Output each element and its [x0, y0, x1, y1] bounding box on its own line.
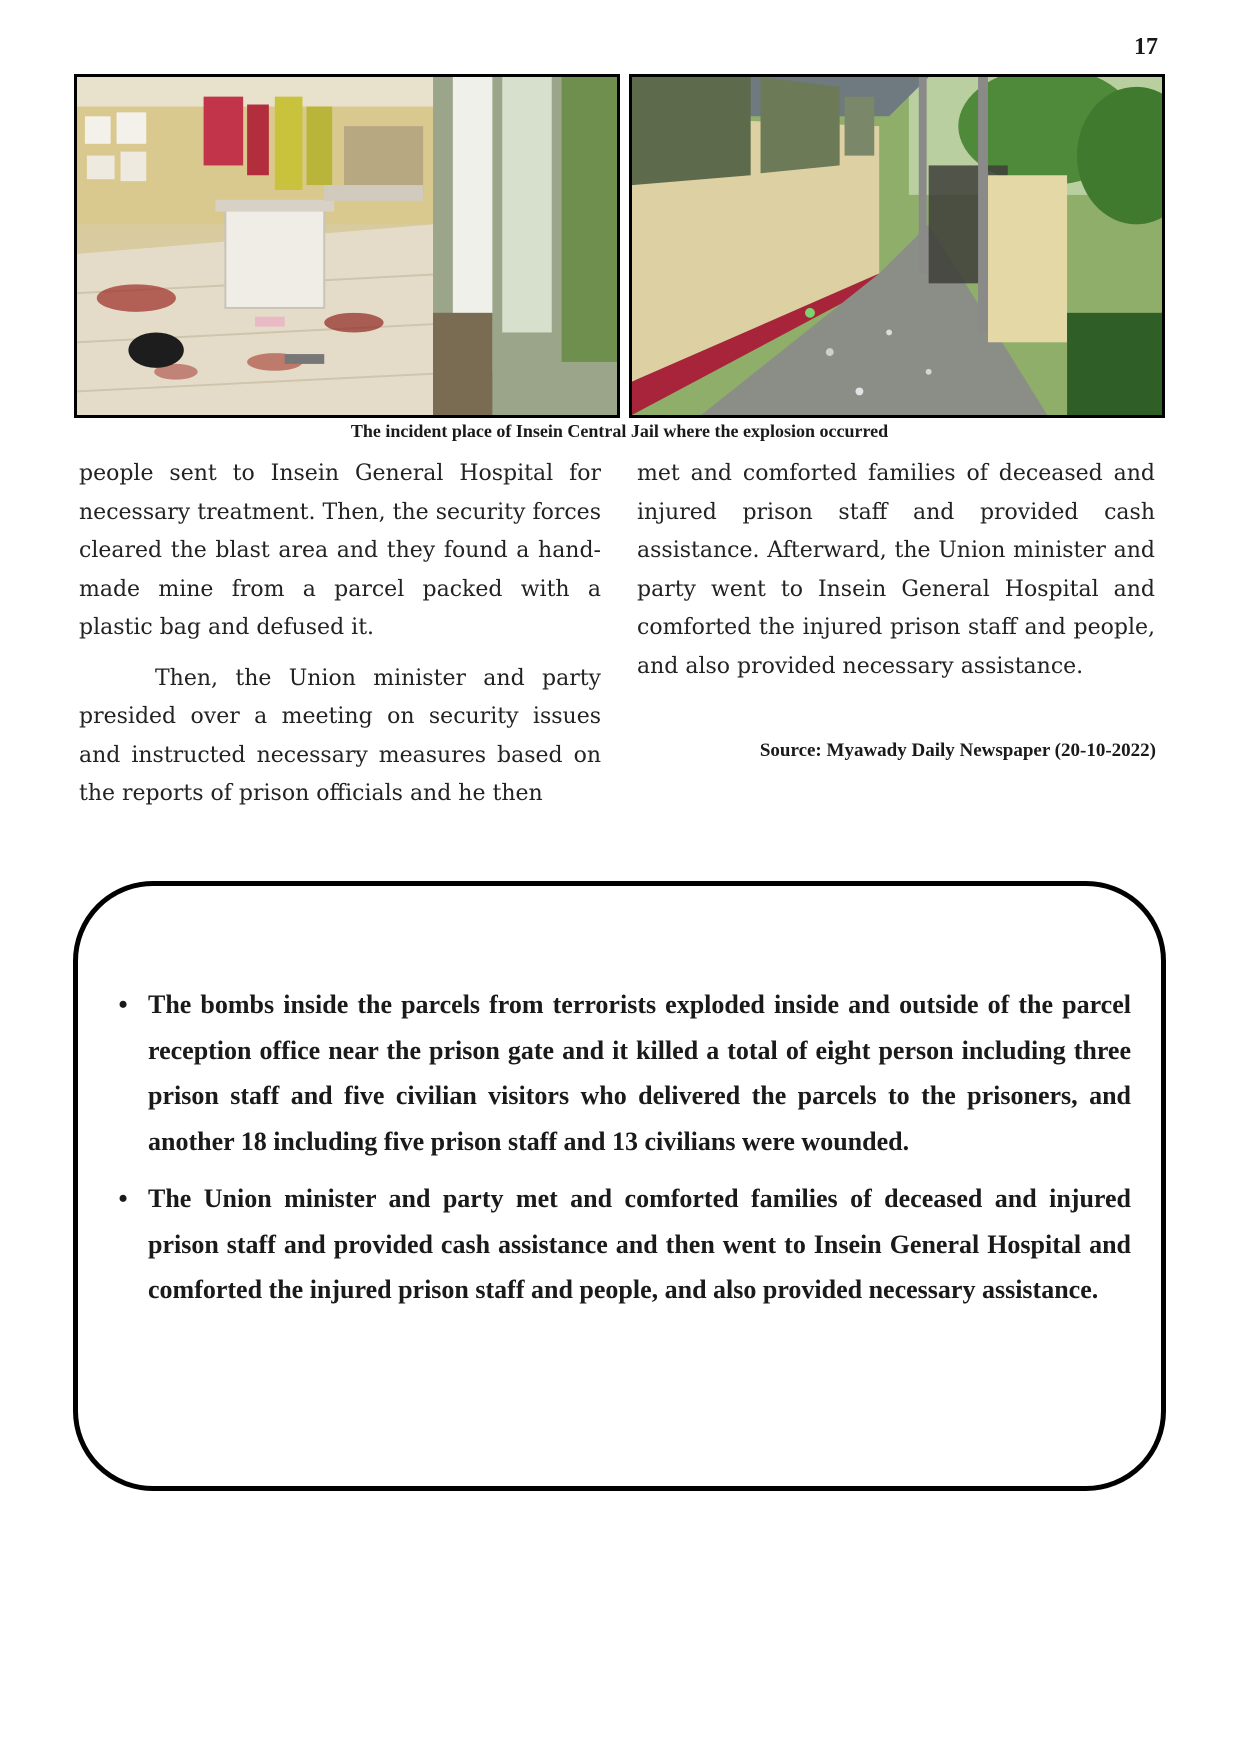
summary-bullet-list: [108, 982, 1131, 1325]
summary-bullet-text: The bombs inside the parcels from terrorists exploded inside and outside of the parcel reception office near the prison gate and it killed a total of eight person including three prison staff and five civilian visitors who delivered the parcels to the prisoners, and another 18 including five prison staff and 13 civilians were wounded.: [148, 990, 1131, 1156]
figure-caption: The incident place of Insein Central Jail where the explosion occurred: [350, 421, 889, 441]
article-column-left: [79, 455, 601, 814]
source-citation: Source: Myawady Daily Newspaper (20-10-2022): [759, 740, 1156, 761]
article-paragraph: people sent to Insein General Hospital for necessary treatment. Then, the security forces cleared the blast area and they found a hand-made mine from a parcel packed with a plastic bag and defused it.: [79, 461, 601, 640]
reception-office-interior-photo: [74, 74, 620, 418]
bullet-icon: •: [118, 1184, 128, 1213]
page-number: 17: [1134, 34, 1158, 60]
article-column-right: [637, 455, 1155, 686]
summary-box: [73, 881, 1166, 1491]
bullet-icon: •: [118, 990, 128, 1019]
summary-bullet-text: The Union minister and party met and comforted families of deceased and injured prison staff and provided cash assistance and then went to Insein General Hospital and comforted the injured prison staff and people, and also provided necessary assistance.: [148, 1184, 1131, 1304]
prison-corridor-photo: [629, 74, 1165, 418]
summary-bullet-item: [108, 1176, 1131, 1313]
article-paragraph: Then, the Union minister and party presided over a meeting on security issues and instructed necessary measures based on the reports of prison officials and he then: [79, 665, 601, 806]
summary-bullet-item: [108, 982, 1131, 1164]
article-paragraph: met and comforted families of deceased and injured prison staff and provided cash assistance. Afterward, the Union minister and party went to Insein General Hospital and comforted the injured prison staff and people, and also provided necessary assistance.: [637, 461, 1155, 679]
